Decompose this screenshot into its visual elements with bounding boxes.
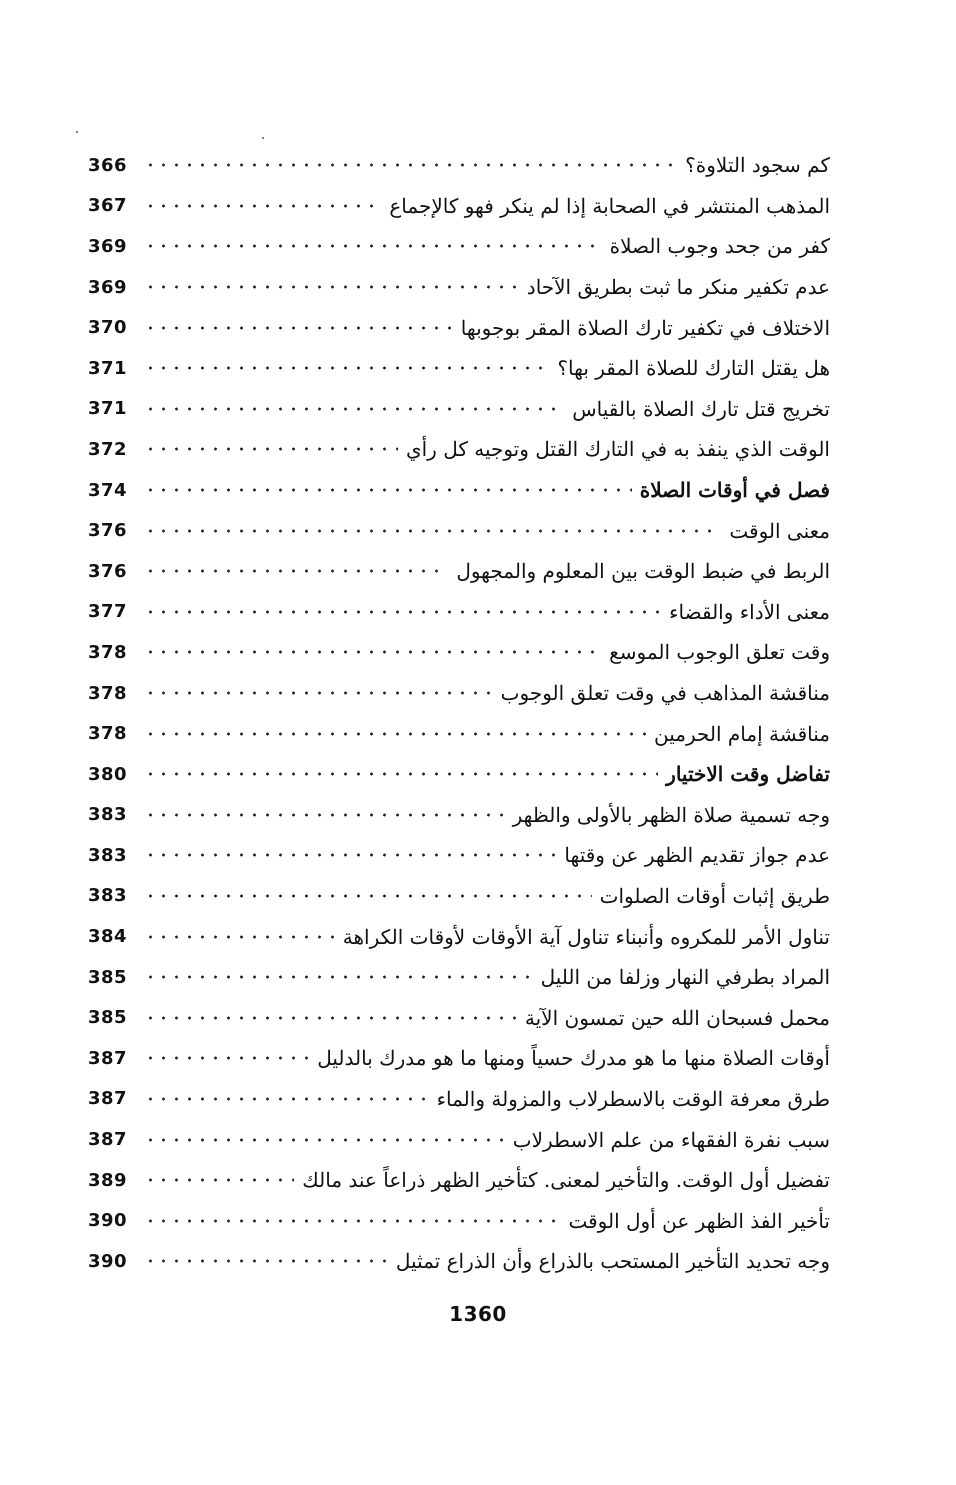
toc-entry-title: وجه تسمية صلاة الظهر بالأولى والظهر (512, 802, 830, 827)
dot-leader (144, 194, 381, 218)
toc-entry-title: مناقشة إمام الحرمين (654, 721, 830, 746)
toc-entry-page: 369 (88, 235, 128, 257)
dot-leader (144, 600, 661, 624)
toc-entry-page: 390 (88, 1250, 128, 1272)
toc-entry-title: سبب نفرة الفقهاء من علم الاسطرلاب (512, 1127, 830, 1152)
toc-entry-title: عدم تكفير منكر ما ثبت بطريق الآحاد (526, 275, 830, 300)
toc-entry-page: 372 (88, 438, 128, 460)
dot-leader (144, 397, 564, 421)
toc-entry-title: وقت تعلق الوجوب الموسع (609, 640, 830, 665)
toc-entry (88, 876, 830, 917)
toc-entry-page: 383 (88, 844, 128, 866)
toc-entry (88, 267, 830, 308)
dot-leader (144, 316, 453, 340)
toc-entry-title: المراد بطرفي النهار وزلفا من الليل (540, 965, 830, 990)
toc-entry (88, 1241, 830, 1282)
toc-entry (88, 997, 830, 1038)
dot-leader (144, 559, 448, 583)
toc-entry (88, 835, 830, 876)
toc-entry-title: طريق إثبات أوقات الصلوات (599, 883, 830, 908)
toc-entry-title: مناقشة المذاهب في وقت تعلق الوجوب (500, 681, 830, 706)
toc-entry-page: 377 (88, 601, 128, 623)
toc-entry-page: 370 (88, 317, 128, 339)
toc-entry (88, 226, 830, 267)
dot-leader (144, 275, 519, 299)
toc-entry-page: 387 (88, 1129, 128, 1151)
toc-entry-title: تخريج قتل تارك الصلاة بالقياس (572, 396, 830, 421)
toc-section-heading (88, 470, 830, 511)
toc-entry-title: الربط في ضبط الوقت بين المعلوم والمجهول (456, 559, 830, 584)
toc-entry-page: 385 (88, 966, 128, 988)
dot-leader (144, 640, 601, 664)
toc-entry-title: هل يقتل التارك للصلاة المقر بها؟ (557, 356, 830, 381)
toc-entry (88, 1119, 830, 1160)
print-speck (262, 137, 264, 139)
toc-entry-title: الاختلاف في تكفير تارك الصلاة المقر بوجوبها (460, 315, 830, 340)
page-number: 1360 (449, 1302, 507, 1326)
toc-entry-title: كفر من جحد وجوب الصلاة (609, 234, 830, 259)
dot-leader (144, 843, 556, 867)
dot-leader (144, 1087, 429, 1111)
dot-leader (144, 965, 533, 989)
toc-entry-title: فصل في أوقات الصلاة (639, 478, 830, 503)
toc-entry (88, 348, 830, 389)
toc-entry (88, 592, 830, 633)
toc-entry (88, 1160, 830, 1201)
toc-entry-page: 378 (88, 723, 128, 745)
toc-entry-page: 374 (88, 479, 128, 501)
dot-leader (144, 925, 335, 949)
toc-entry-title: المذهب المنتشر في الصحابة إذا لم ينكر فهو كالإجماع (389, 193, 830, 218)
toc-entry-page: 376 (88, 560, 128, 582)
toc-entry-title: عدم جواز تقديم الظهر عن وقتها (564, 843, 830, 868)
toc-entry (88, 429, 830, 470)
dot-leader (144, 153, 677, 177)
dot-leader (144, 1128, 505, 1152)
toc-entry-title: تأخير الفذ الظهر عن أول الوقت (568, 1208, 830, 1233)
print-speck (76, 131, 78, 133)
dot-leader (144, 1006, 517, 1030)
toc-entry (88, 713, 830, 754)
toc-entry-page: 385 (88, 1007, 128, 1029)
toc-entry (88, 551, 830, 592)
dot-leader (144, 1209, 560, 1233)
toc-entry-title: معنى الوقت (729, 518, 830, 543)
toc-entry (88, 1038, 830, 1079)
dot-leader (144, 884, 592, 908)
dot-leader (144, 722, 646, 746)
toc-entry-page: 384 (88, 926, 128, 948)
toc-entry (88, 1079, 830, 1120)
toc-entry (88, 389, 830, 430)
toc-entry-title: أوقات الصلاة منها ما هو مدرك حسياً ومنها ما هو مدرك بالدليل (317, 1046, 830, 1071)
toc-entry-page: 378 (88, 641, 128, 663)
dot-leader (144, 1249, 388, 1273)
dot-leader (144, 519, 721, 543)
toc-entry-page: 389 (88, 1169, 128, 1191)
dot-leader (144, 803, 505, 827)
dot-leader (144, 234, 602, 258)
toc-entry-page: 367 (88, 195, 128, 217)
toc-entry-page: 378 (88, 682, 128, 704)
dot-leader (144, 1046, 309, 1070)
toc-entry (88, 1200, 830, 1241)
toc-entry (88, 307, 830, 348)
toc-entry-page: 366 (88, 154, 128, 176)
toc-entry-title: الوقت الذي ينفذ به في التارك القتل وتوجيه كل رأي (405, 437, 830, 462)
toc-entry-title: طرق معرفة الوقت بالاسطرلاب والمزولة والماء (436, 1086, 830, 1111)
toc-entry-page: 369 (88, 276, 128, 298)
toc-entry-page: 383 (88, 885, 128, 907)
toc-entry-title: محمل فسبحان الله حين تمسون الآية (524, 1005, 830, 1030)
toc-entry-title: تفاضل وقت الاختيار (666, 762, 830, 787)
toc-entry-page: 390 (88, 1210, 128, 1232)
dot-leader (144, 1168, 294, 1192)
toc-entry-title: تفضيل أول الوقت. والتأخير لمعنى. كتأخير الظهر ذراعاً عند مالك (302, 1168, 830, 1193)
toc-entry (88, 186, 830, 227)
toc-entry (88, 795, 830, 836)
toc-entry (88, 673, 830, 714)
toc-entry (88, 957, 830, 998)
toc-entry-page: 380 (88, 763, 128, 785)
toc-entry (88, 145, 830, 186)
toc-entry (88, 632, 830, 673)
table-of-contents (88, 145, 830, 1282)
toc-entry-page: 376 (88, 520, 128, 542)
dot-leader (144, 762, 658, 786)
dot-leader (144, 681, 493, 705)
toc-entry-page: 387 (88, 1047, 128, 1069)
dot-leader (144, 478, 632, 502)
toc-entry-title: كم سجود التلاوة؟ (685, 153, 830, 178)
toc-section-heading (88, 754, 830, 795)
toc-entry-title: وجه تحديد التأخير المستحب بالذراع وأن الذراع تمثيل (395, 1249, 830, 1274)
toc-entry-title: معنى الأداء والقضاء (669, 599, 830, 624)
dot-leader (144, 356, 549, 380)
dot-leader (144, 437, 398, 461)
toc-entry (88, 916, 830, 957)
toc-entry-page: 371 (88, 357, 128, 379)
toc-entry (88, 510, 830, 551)
toc-entry-page: 371 (88, 398, 128, 420)
toc-entry-title: تناول الأمر للمكروه وأنبناء تناول آية الأوقات لأوقات الكراهة (342, 924, 830, 949)
toc-entry-page: 383 (88, 804, 128, 826)
toc-entry-page: 387 (88, 1088, 128, 1110)
